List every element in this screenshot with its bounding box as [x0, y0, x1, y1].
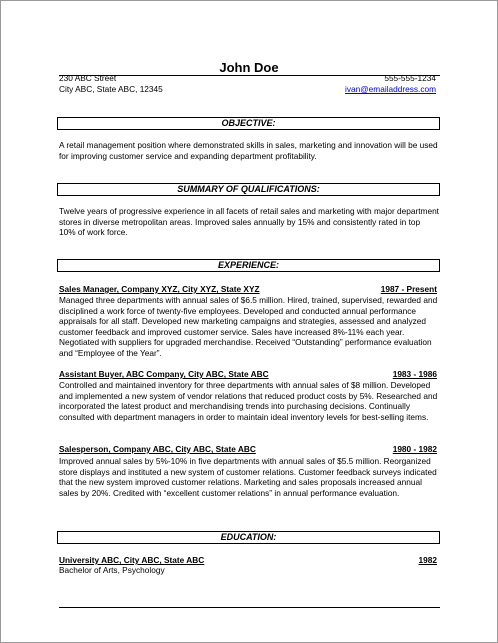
objective-heading: OBJECTIVE:: [57, 117, 440, 130]
email-link[interactable]: ivan@emailaddress.com: [345, 84, 436, 94]
job-dates: 1987 - Present: [380, 284, 437, 294]
job-header: [59, 284, 437, 294]
education-header: [59, 555, 437, 565]
job-description: Controlled and maintained inventory for three departments with annual sales of $8 million. Developed and implemented a new system of vendor relations that reduced product costs by 5%. Researched and incorporated the latest product and merchandising trends into purchasing decisions. Continually consulted with department managers in order to maintain ideal inventory levels for best-selling items.: [59, 380, 438, 422]
address-line2: City ABC, State ABC, 12345: [59, 84, 163, 94]
address-line1: 230 ABC Street: [59, 73, 117, 83]
job-title: Assistant Buyer, ABC Company, City ABC, State ABC: [59, 369, 269, 379]
summary-text: Twelve years of progressive experience in all facets of retail sales and marketing with major department stores in diverse metropolitan areas. Improved sales annually by 15% and consistently rated in top 10% of work force.: [59, 206, 439, 237]
job-header: [59, 444, 437, 454]
job-description: Managed three departments with annual sales of $6.5 million. Hired, trained, supervised, rewarded and disciplined a work force of twenty-five employees. Developed and conducted annual performance appraisals for all staff. Developed new marketing campaigns and strategies, assessed and analyzed customer feedback and improved customer service. Sales have increased 8%-11% each year. Negotiated with suppliers for upgraded merchandise. Received “Outstanding” performance evaluation and “Employee of the Year”.: [59, 295, 438, 358]
education-heading: EDUCATION:: [57, 531, 440, 544]
job-title: Salesperson, Company ABC, City ABC, State ABC: [59, 444, 256, 454]
job-title: Sales Manager, Company XYZ, City XYZ, State XYZ: [59, 284, 260, 294]
resume-name: John Doe: [219, 60, 279, 75]
graduation-year: 1982: [418, 555, 437, 565]
job-header: [59, 369, 437, 379]
school-name: University ABC, City ABC, State ABC: [59, 555, 205, 565]
job-dates: 1980 - 1982: [392, 444, 437, 454]
footer-rule: [59, 607, 440, 608]
job-description: Improved annual sales by 5%-10% in five departments with annual sales of $5.5 million. Reorganized store displays and instituted a new system of customer relations. Customer feedback surveys indicated that the new system improved customer relations. Marketing and sales proposals increased annual sales by 20%. Credited with “excellent customer relations” in annual performance evaluation.: [59, 456, 437, 498]
objective-text: A retail management position where demonstrated skills in sales, marketing and innovation will be used for improving customer service and expanding department profitability.: [59, 140, 438, 161]
job-dates: 1983 - 1986: [392, 369, 437, 379]
experience-heading: EXPERIENCE:: [57, 259, 440, 272]
degree: Bachelor of Arts, Psychology: [59, 565, 165, 575]
phone-number: 555-555-1234: [384, 73, 436, 83]
summary-heading: SUMMARY OF QUALIFICATIONS:: [57, 183, 440, 196]
